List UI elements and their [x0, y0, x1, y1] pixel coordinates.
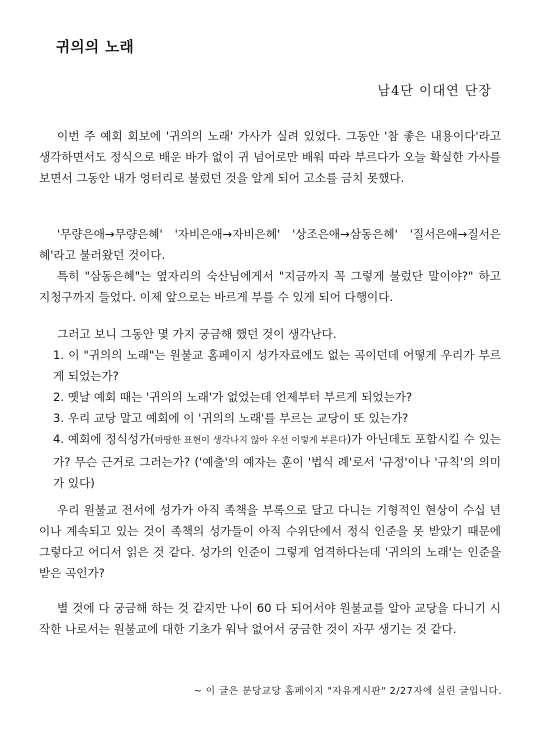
- question-item-4: [39, 429, 501, 494]
- author-byline: 남4단 이대연 단장: [377, 84, 492, 99]
- question-4-text-a: 4. 예회에 정식성가(: [53, 432, 155, 446]
- question-item-3: 3. 우리 교당 말고 예회에 이 '귀의의 노래'를 부르는 교당이 또 있는가?: [53, 411, 409, 425]
- questions-intro: 그러고 보니 그동안 몇 가지 궁금해 했던 것이 생각난다.: [57, 327, 337, 341]
- paragraph-2a: '무량은애→무량은혜' '자비은애→자비은혜' '상조은애→삼동은혜' '질서은애→질서은혜'라고 불러왔던 것이다.: [39, 227, 501, 262]
- paragraph-2b: 특히 "삼동은혜"는 옆자리의 숙산님에게서 "지금까지 꼭 그렇게 불렀단 말이야?" 하고 지청구까지 들었다. 이제 앞으로는 바르게 부를 수 있게 되어 다행이다.: [39, 269, 501, 304]
- question-4-note: 마땅한 표현이 생각나지 않아 우선 이렇게 부른다: [154, 436, 347, 446]
- questions-section: [39, 324, 501, 494]
- paragraph-intro: [39, 126, 501, 189]
- paragraph-1: 이번 주 예회 회보에 '귀의의 노래' 가사가 실려 있었다. 그동안 '참 좋은 내용이다'라고 생각하면서도 정식으로 배운 바가 없이 귀 넘어로만 배워 따라 부르다가 오늘 확실한 가사를 보면서 그동안 내가 엉터리로 불렀던 것을 알게 되어 고소를 금치 못했다.: [39, 129, 501, 185]
- document-title: 귀의의 노래: [56, 40, 135, 56]
- paragraph-lyrics-correction: [39, 224, 501, 308]
- paragraph-closing: [39, 598, 501, 640]
- question-item-2: 2. 옛날 예회 때는 '귀의의 노래'가 없었는데 언제부터 부르게 되었는가?: [53, 390, 413, 404]
- paragraph-4: 우리 원불교 전서에 성가가 아직 족책을 부록으로 달고 다니는 기형적인 현상이 수십 년이나 계속되고 있는 것이 족책의 성가들이 아직 수위단에서 정식 인준을 못 받았기 때문에 그렇다고 어디서 읽은 것 같다. 성가의 인준이 그렇게 엄격하다는데 '귀의의 노래'는 인준을 받은 곡인가?: [39, 503, 501, 580]
- question-item-1: 1. 이 "귀의의 노래"는 원불교 홈페이지 성가자료에도 없는 곡이던데 어떻게 우리가 부르게 되었는가?: [53, 348, 501, 383]
- source-footnote: ~ 이 글은 분당교당 홈페이지 "자유게시판" 2/27자에 실린 글입니다.: [193, 686, 502, 697]
- question-4-text-b: )가 아닌데도 포함시킬 수 있는가? 무슨 근거로 그러는가? ('예출'의 예자는 훈이 '법식 례'로서 '규정'이나 '규칙'의 의미가 있다): [53, 432, 502, 490]
- paragraph-5: 별 것에 다 궁금해 하는 것 같지만 나이 60 다 되어서야 원불교를 알아 교당을 다니기 시작한 나로서는 원불교에 대한 기초가 워낙 없어서 궁금한 것이 자꾸 생기는 것 같다.: [39, 601, 501, 636]
- paragraph-hymnal: [39, 500, 501, 584]
